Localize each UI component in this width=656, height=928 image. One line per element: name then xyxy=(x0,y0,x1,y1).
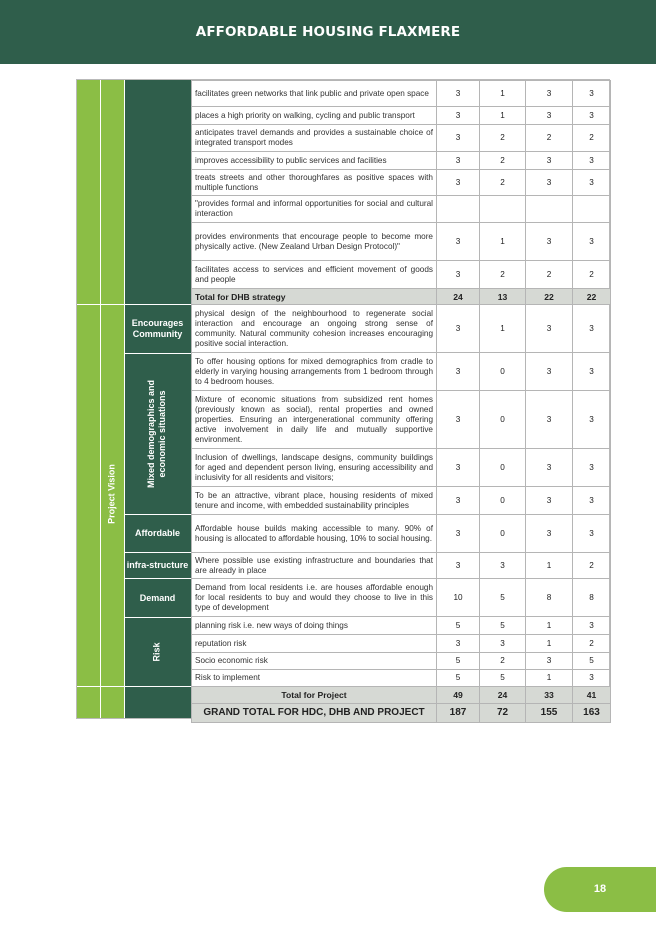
score-cell: 3 xyxy=(573,170,611,196)
total-label: Total for DHB strategy xyxy=(192,289,437,305)
score-cell: 3 xyxy=(526,223,573,261)
table-row xyxy=(192,107,611,125)
table-row xyxy=(192,653,611,670)
score-cell: 3 xyxy=(437,449,480,487)
table-row xyxy=(192,449,611,487)
score-cell: 1 xyxy=(480,305,526,353)
score-cell: 3 xyxy=(437,107,480,125)
table-row xyxy=(192,487,611,515)
score-cell: 3 xyxy=(526,487,573,515)
scoring-table xyxy=(76,79,610,719)
criterion-text: anticipates travel demands and provides a sustainable choice of integrated transport modes xyxy=(192,125,437,152)
score-cell: 3 xyxy=(437,170,480,196)
criterion-text: provides environments that encourage people to become more physically active. (New Zealand Urban Design Protocol)" xyxy=(192,223,437,261)
score-cell: 3 xyxy=(437,261,480,289)
category-infrastructure: infra-structure xyxy=(126,560,189,570)
score-cell: 3 xyxy=(437,152,480,170)
category-affordable: Affordable xyxy=(135,528,180,538)
project-vision-label: Project Vision xyxy=(106,464,117,524)
criterion-text: Where possible use existing infrastructure and boundaries that are already in place xyxy=(192,553,437,579)
score-cell: 3 xyxy=(526,353,573,391)
score-cell: 3 xyxy=(526,515,573,553)
score-cell: 5 xyxy=(437,617,480,635)
criterion-text: places a high priority on walking, cycling and public transport xyxy=(192,107,437,125)
page-number: 18 xyxy=(593,883,607,895)
table-row xyxy=(192,152,611,170)
table-row xyxy=(192,125,611,152)
table-row xyxy=(192,635,611,653)
score-cell: 3 xyxy=(573,487,611,515)
total-cell: 24 xyxy=(437,289,480,305)
score-cell: 1 xyxy=(526,635,573,653)
score-cell: 3 xyxy=(573,305,611,353)
total-cell: 49 xyxy=(437,687,480,704)
score-cell: 3 xyxy=(526,391,573,449)
score-cell: 3 xyxy=(437,223,480,261)
category-mixed-demographics: Mixed demographics and economic situations xyxy=(146,379,167,489)
grand-total-label: GRAND TOTAL FOR HDC, DHB AND PROJECT xyxy=(192,704,437,723)
score-cell: 1 xyxy=(480,81,526,107)
category-divider xyxy=(124,353,191,354)
score-cell: 2 xyxy=(480,170,526,196)
score-cell: 0 xyxy=(480,391,526,449)
score-cell: 3 xyxy=(573,449,611,487)
score-cell: 2 xyxy=(573,125,611,152)
table-row xyxy=(192,81,611,107)
score-cell: 10 xyxy=(437,579,480,617)
category-demand: Demand xyxy=(139,592,176,603)
score-cell: 3 xyxy=(437,305,480,353)
grand-total-cell: 72 xyxy=(480,704,526,723)
grand-total-cell: 155 xyxy=(526,704,573,723)
score-cell: 5 xyxy=(573,653,611,670)
score-cell: 3 xyxy=(437,515,480,553)
page-title: AFFORDABLE HOUSING FLAXMERE xyxy=(195,24,461,40)
criterion-text: Risk to implement xyxy=(192,670,437,687)
table-row xyxy=(192,353,611,391)
score-cell: 8 xyxy=(573,579,611,617)
section-label-column xyxy=(100,80,124,718)
score-cell: 3 xyxy=(526,170,573,196)
score-cell: 3 xyxy=(573,81,611,107)
score-cell: 3 xyxy=(480,635,526,653)
table-row xyxy=(192,391,611,449)
criterion-text: planning risk i.e. new ways of doing things xyxy=(192,617,437,635)
score-cell: 5 xyxy=(437,653,480,670)
table-row xyxy=(192,553,611,579)
score-cell: 3 xyxy=(437,353,480,391)
total-cell: 22 xyxy=(573,289,611,305)
score-cell xyxy=(526,196,573,223)
score-cell: 2 xyxy=(526,261,573,289)
total-cell: 24 xyxy=(480,687,526,704)
score-cell: 3 xyxy=(526,449,573,487)
score-cell: 3 xyxy=(526,152,573,170)
grand-total-cell: 163 xyxy=(573,704,611,723)
score-cell: 3 xyxy=(573,107,611,125)
score-cell: 5 xyxy=(480,579,526,617)
score-cell: 3 xyxy=(437,635,480,653)
score-cell: 2 xyxy=(573,635,611,653)
score-cell: 0 xyxy=(480,449,526,487)
criterion-text: To be an attractive, vibrant place, housing residents of mixed tenure and income, with embedded sustainability principles xyxy=(192,487,437,515)
score-cell: 1 xyxy=(480,223,526,261)
table-row xyxy=(192,196,611,223)
score-cell: 3 xyxy=(573,515,611,553)
score-cell: 8 xyxy=(526,579,573,617)
score-cell: 1 xyxy=(526,670,573,687)
criterion-text: physical design of the neighbourhood to regenerate social interaction and encourage an ongoing strong sense of community. Natural community cohesion increases encouraging positive social interaction. xyxy=(192,305,437,353)
score-cell: 3 xyxy=(573,353,611,391)
score-cell: 2 xyxy=(526,125,573,152)
score-cell: 0 xyxy=(480,353,526,391)
score-cell: 3 xyxy=(480,553,526,579)
table-row xyxy=(192,223,611,261)
table-row xyxy=(192,670,611,687)
criterion-text: facilitates access to services and efficient movement of goods and people xyxy=(192,261,437,289)
score-cell: 3 xyxy=(437,553,480,579)
grand-total-row xyxy=(192,704,611,723)
category-divider xyxy=(124,617,191,618)
criterion-text: facilitates green networks that link public and private open space xyxy=(192,81,437,107)
total-cell: 41 xyxy=(573,687,611,704)
score-cell: 3 xyxy=(573,670,611,687)
score-cell xyxy=(480,196,526,223)
score-cell: 3 xyxy=(573,391,611,449)
table-row xyxy=(192,515,611,553)
criterion-text: Demand from local residents i.e. are houses affordable enough for local residents to buy and would they choose to live in this type of development xyxy=(192,579,437,617)
total-cell: 22 xyxy=(526,289,573,305)
score-cell: 2 xyxy=(480,152,526,170)
score-cell: 3 xyxy=(573,152,611,170)
score-cell: 5 xyxy=(437,670,480,687)
score-cell: 0 xyxy=(480,487,526,515)
outer-label-column xyxy=(77,80,100,718)
score-cell: 5 xyxy=(480,617,526,635)
category-risk: Risk xyxy=(151,642,162,662)
score-cell: 3 xyxy=(573,223,611,261)
criterion-text: Mixture of economic situations from subsidized rent homes (previously known as social), rental properties and owned properties. Ensuring an intergenerational community offering active involvement in daily life and mutually supportive environment. xyxy=(192,391,437,449)
score-cell: 1 xyxy=(526,617,573,635)
page-header xyxy=(0,0,656,64)
score-cell: 3 xyxy=(437,487,480,515)
score-cell: 3 xyxy=(526,653,573,670)
score-cell: 3 xyxy=(526,107,573,125)
score-cell: 0 xyxy=(480,515,526,553)
score-cell xyxy=(437,196,480,223)
criterion-text: To offer housing options for mixed demographics from cradle to elderly in varying housing arrangements from 1 bedroom through to 4 bedroom houses. xyxy=(192,353,437,391)
category-encourages-community: Encourages Community xyxy=(131,318,184,339)
total-cell: 13 xyxy=(480,289,526,305)
score-cell: 1 xyxy=(480,107,526,125)
criterion-text: Affordable house builds making accessible to many. 90% of housing is allocated to affordable housing, 10% to social housing. xyxy=(192,515,437,553)
total-label: Total for Project xyxy=(192,687,437,704)
score-cell: 2 xyxy=(480,653,526,670)
table-row xyxy=(192,617,611,635)
score-cell: 2 xyxy=(480,125,526,152)
score-cell xyxy=(573,196,611,223)
criterion-text: improves accessibility to public services and facilities xyxy=(192,152,437,170)
criterion-text: "provides formal and informal opportunities for social and cultural interaction xyxy=(192,196,437,223)
score-cell: 3 xyxy=(437,391,480,449)
project-total-row xyxy=(192,687,611,704)
table-row xyxy=(192,579,611,617)
score-cell: 2 xyxy=(573,261,611,289)
score-cell: 3 xyxy=(437,125,480,152)
criterion-text: treats streets and other thoroughfares as positive spaces with multiple functions xyxy=(192,170,437,196)
section-divider xyxy=(77,686,191,687)
score-cell: 2 xyxy=(480,261,526,289)
criterion-text: reputation risk xyxy=(192,635,437,653)
table-row xyxy=(192,261,611,289)
score-cell: 5 xyxy=(480,670,526,687)
criterion-text: Inclusion of dwellings, landscape designs, community buildings for aged and dependent person living, ensuring accessibility and inclusivity for all residents and visitors; xyxy=(192,449,437,487)
scores-grid xyxy=(191,80,611,723)
score-cell: 2 xyxy=(573,553,611,579)
table-row xyxy=(192,305,611,353)
score-cell: 3 xyxy=(573,617,611,635)
score-cell: 3 xyxy=(437,81,480,107)
score-cell: 1 xyxy=(526,553,573,579)
score-cell: 3 xyxy=(526,81,573,107)
score-cell: 3 xyxy=(526,305,573,353)
page-number-badge xyxy=(544,867,656,912)
table-row xyxy=(192,170,611,196)
dhb-total-row xyxy=(192,289,611,305)
grand-total-cell: 187 xyxy=(437,704,480,723)
total-cell: 33 xyxy=(526,687,573,704)
criterion-text: Socio economic risk xyxy=(192,653,437,670)
